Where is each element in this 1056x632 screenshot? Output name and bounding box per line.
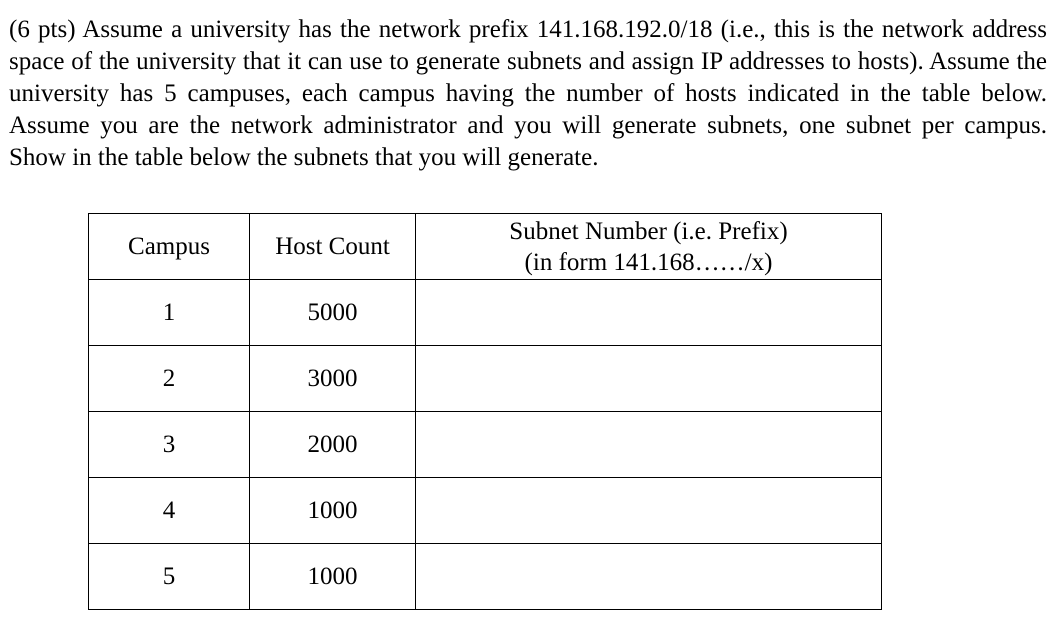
- subnet-cell: [416, 544, 882, 610]
- host-count-cell: 5000: [250, 280, 416, 346]
- subnet-cell: [416, 280, 882, 346]
- subnet-cell: [416, 346, 882, 412]
- header-subnet-line2: (in form 141.168……/x): [524, 249, 773, 276]
- header-subnet-line1: Subnet Number (i.e. Prefix): [509, 218, 788, 245]
- host-count-cell: 3000: [250, 346, 416, 412]
- campus-cell: 1: [89, 280, 250, 346]
- header-campus: Campus: [89, 214, 250, 280]
- campus-cell: 5: [89, 544, 250, 610]
- table-row: [89, 346, 882, 412]
- host-count-cell: 2000: [250, 412, 416, 478]
- header-host-count: Host Count: [250, 214, 416, 280]
- table-row: [89, 544, 882, 610]
- table-row: [89, 280, 882, 346]
- campus-cell: 2: [89, 346, 250, 412]
- subnet-table: [88, 213, 882, 610]
- subnet-cell: [416, 478, 882, 544]
- question-text: (6 pts) Assume a university has the network prefix 141.168.192.0/18 (i.e., this is the network address space of the university that it can use to generate subnets and assign IP addresses to hosts). Assume the university has 5 campuses, each campus having the number of hosts indicated in the table below. Assume you are the network administrator and you will generate subnets, one subnet per campus. Show in the table below the subnets that you will generate.: [9, 16, 1047, 171]
- host-count-cell: 1000: [250, 478, 416, 544]
- campus-cell: 4: [89, 478, 250, 544]
- header-subnet-number: [416, 214, 882, 280]
- subnet-cell: [416, 412, 882, 478]
- campus-cell: 3: [89, 412, 250, 478]
- table-row: [89, 478, 882, 544]
- table-header-row: [89, 214, 882, 280]
- host-count-cell: 1000: [250, 544, 416, 610]
- table-row: [89, 412, 882, 478]
